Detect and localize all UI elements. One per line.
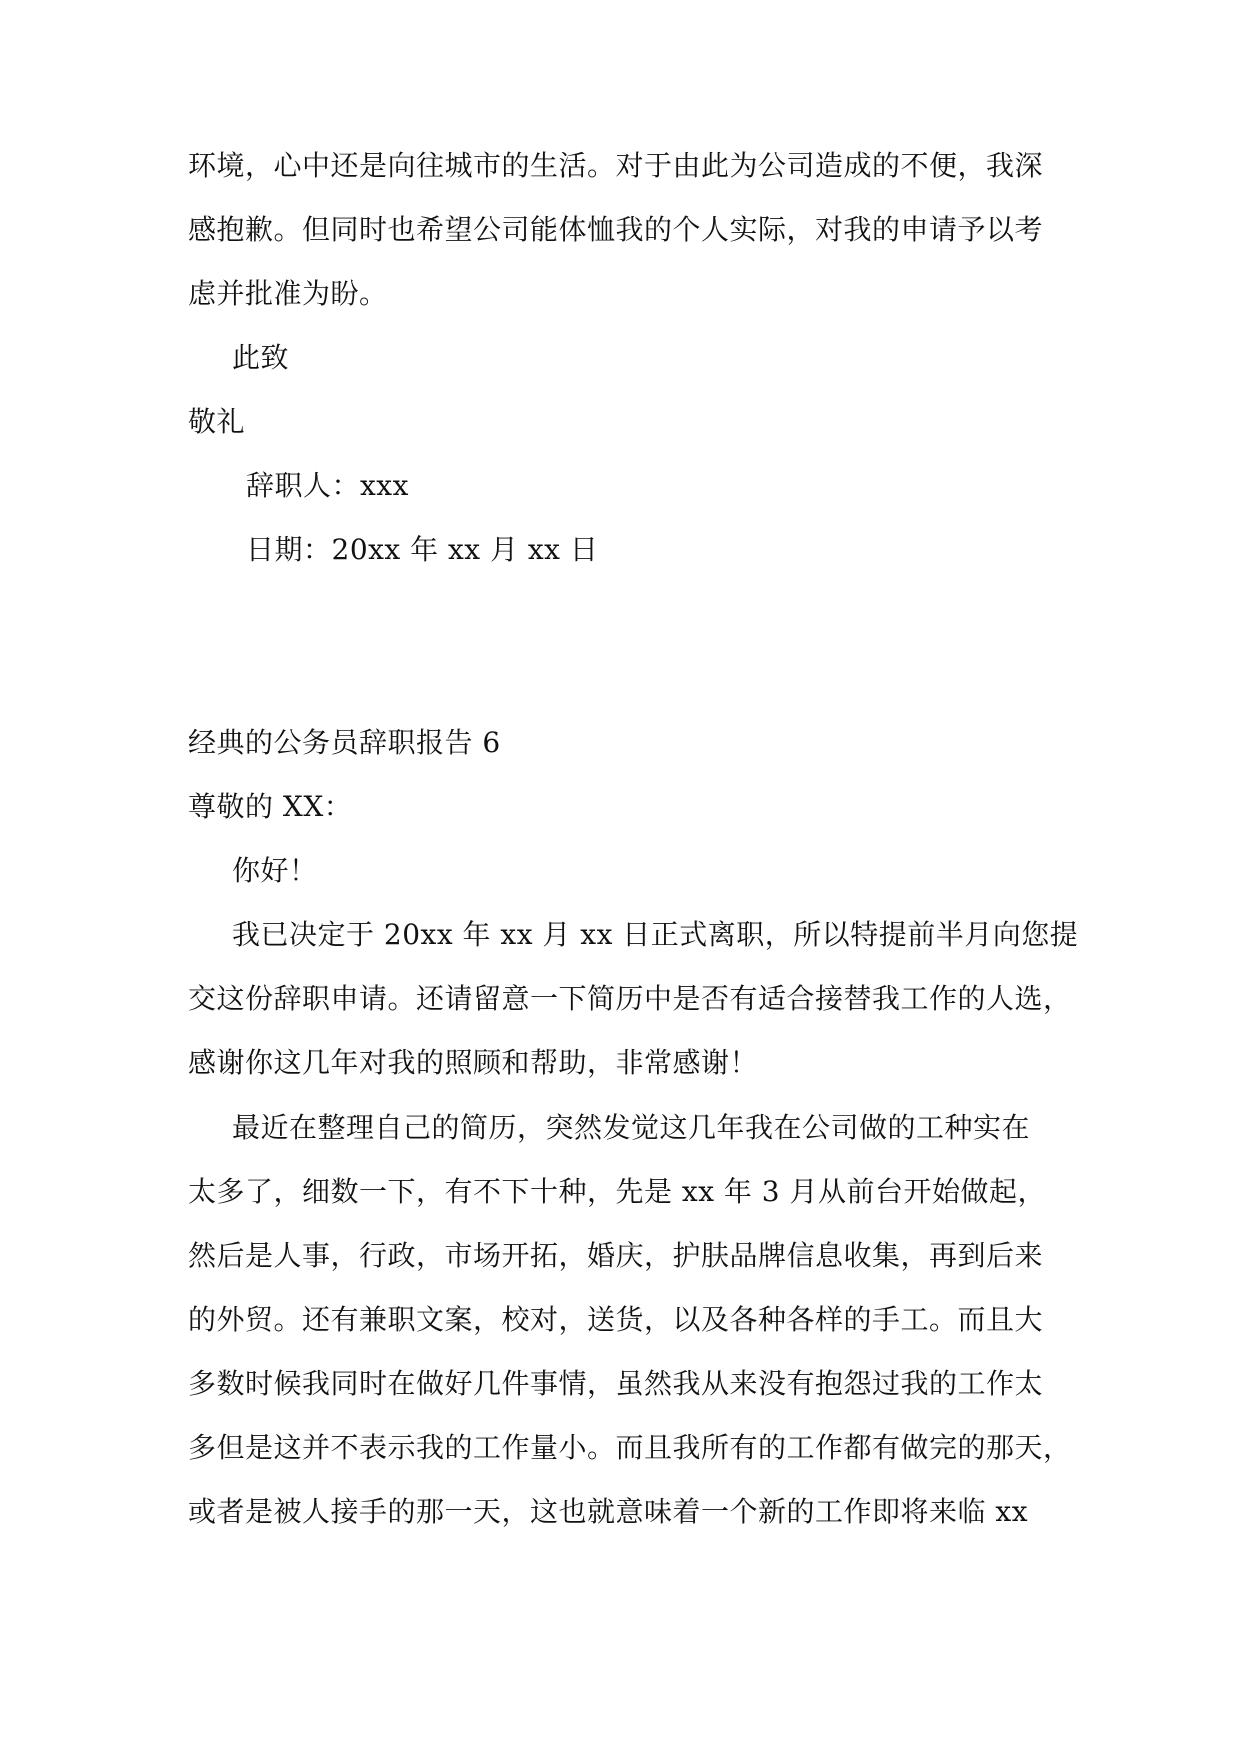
paragraph-1-line-2: 交这份辞职申请。还请留意一下简历中是否有适合接替我工作的人选， — [188, 982, 1072, 1015]
paragraph-1-line-1: 我已决定于 20xx 年 xx 月 xx 日正式离职，所以特提前半月向您提 — [232, 918, 1079, 951]
body-line-2: 感抱歉。但同时也希望公司能体恤我的个人实际，对我的申请予以考 — [188, 213, 1044, 246]
closing-respect: 敬礼 — [188, 405, 246, 438]
body-line-1: 环境，心中还是向往城市的生活。对于由此为公司造成的不便，我深 — [188, 149, 1044, 182]
paragraph-2-line-7: 或者是被人接手的那一天，这也就意味着一个新的工作即将来临 xx — [188, 1495, 1028, 1528]
signer-line: 辞职人：xxx — [246, 469, 409, 502]
paragraph-2-line-4: 的外贸。还有兼职文案，校对，送货，以及各种各样的手工。而且大 — [188, 1303, 1044, 1336]
greeting-hello: 你好！ — [232, 854, 318, 887]
paragraph-2-line-5: 多数时候我同时在做好几件事情，虽然我从来没有抱怨过我的工作太 — [188, 1367, 1044, 1400]
paragraph-2-line-6: 多但是这并不表示我的工作量小。而且我所有的工作都有做完的那天， — [188, 1431, 1072, 1464]
greeting-recipient: 尊敬的 XX： — [188, 790, 353, 823]
paragraph-2-line-3: 然后是人事，行政，市场开拓，婚庆，护肤品牌信息收集，再到后来 — [188, 1239, 1044, 1272]
paragraph-2-line-1: 最近在整理自己的简历，突然发觉这几年我在公司做的工种实在 — [232, 1111, 1031, 1144]
paragraph-2-line-2: 太多了，细数一下，有不下十种，先是 xx 年 3 月从前台开始做起， — [188, 1175, 1047, 1208]
paragraph-1-line-3: 感谢你这几年对我的照顾和帮助，非常感谢！ — [188, 1046, 759, 1079]
closing-salutation: 此致 — [232, 341, 290, 374]
section-title: 经典的公务员辞职报告 6 — [188, 726, 501, 759]
body-line-3: 虑并批准为盼。 — [188, 277, 388, 310]
date-line: 日期：20xx 年 xx 月 xx 日 — [246, 533, 599, 566]
